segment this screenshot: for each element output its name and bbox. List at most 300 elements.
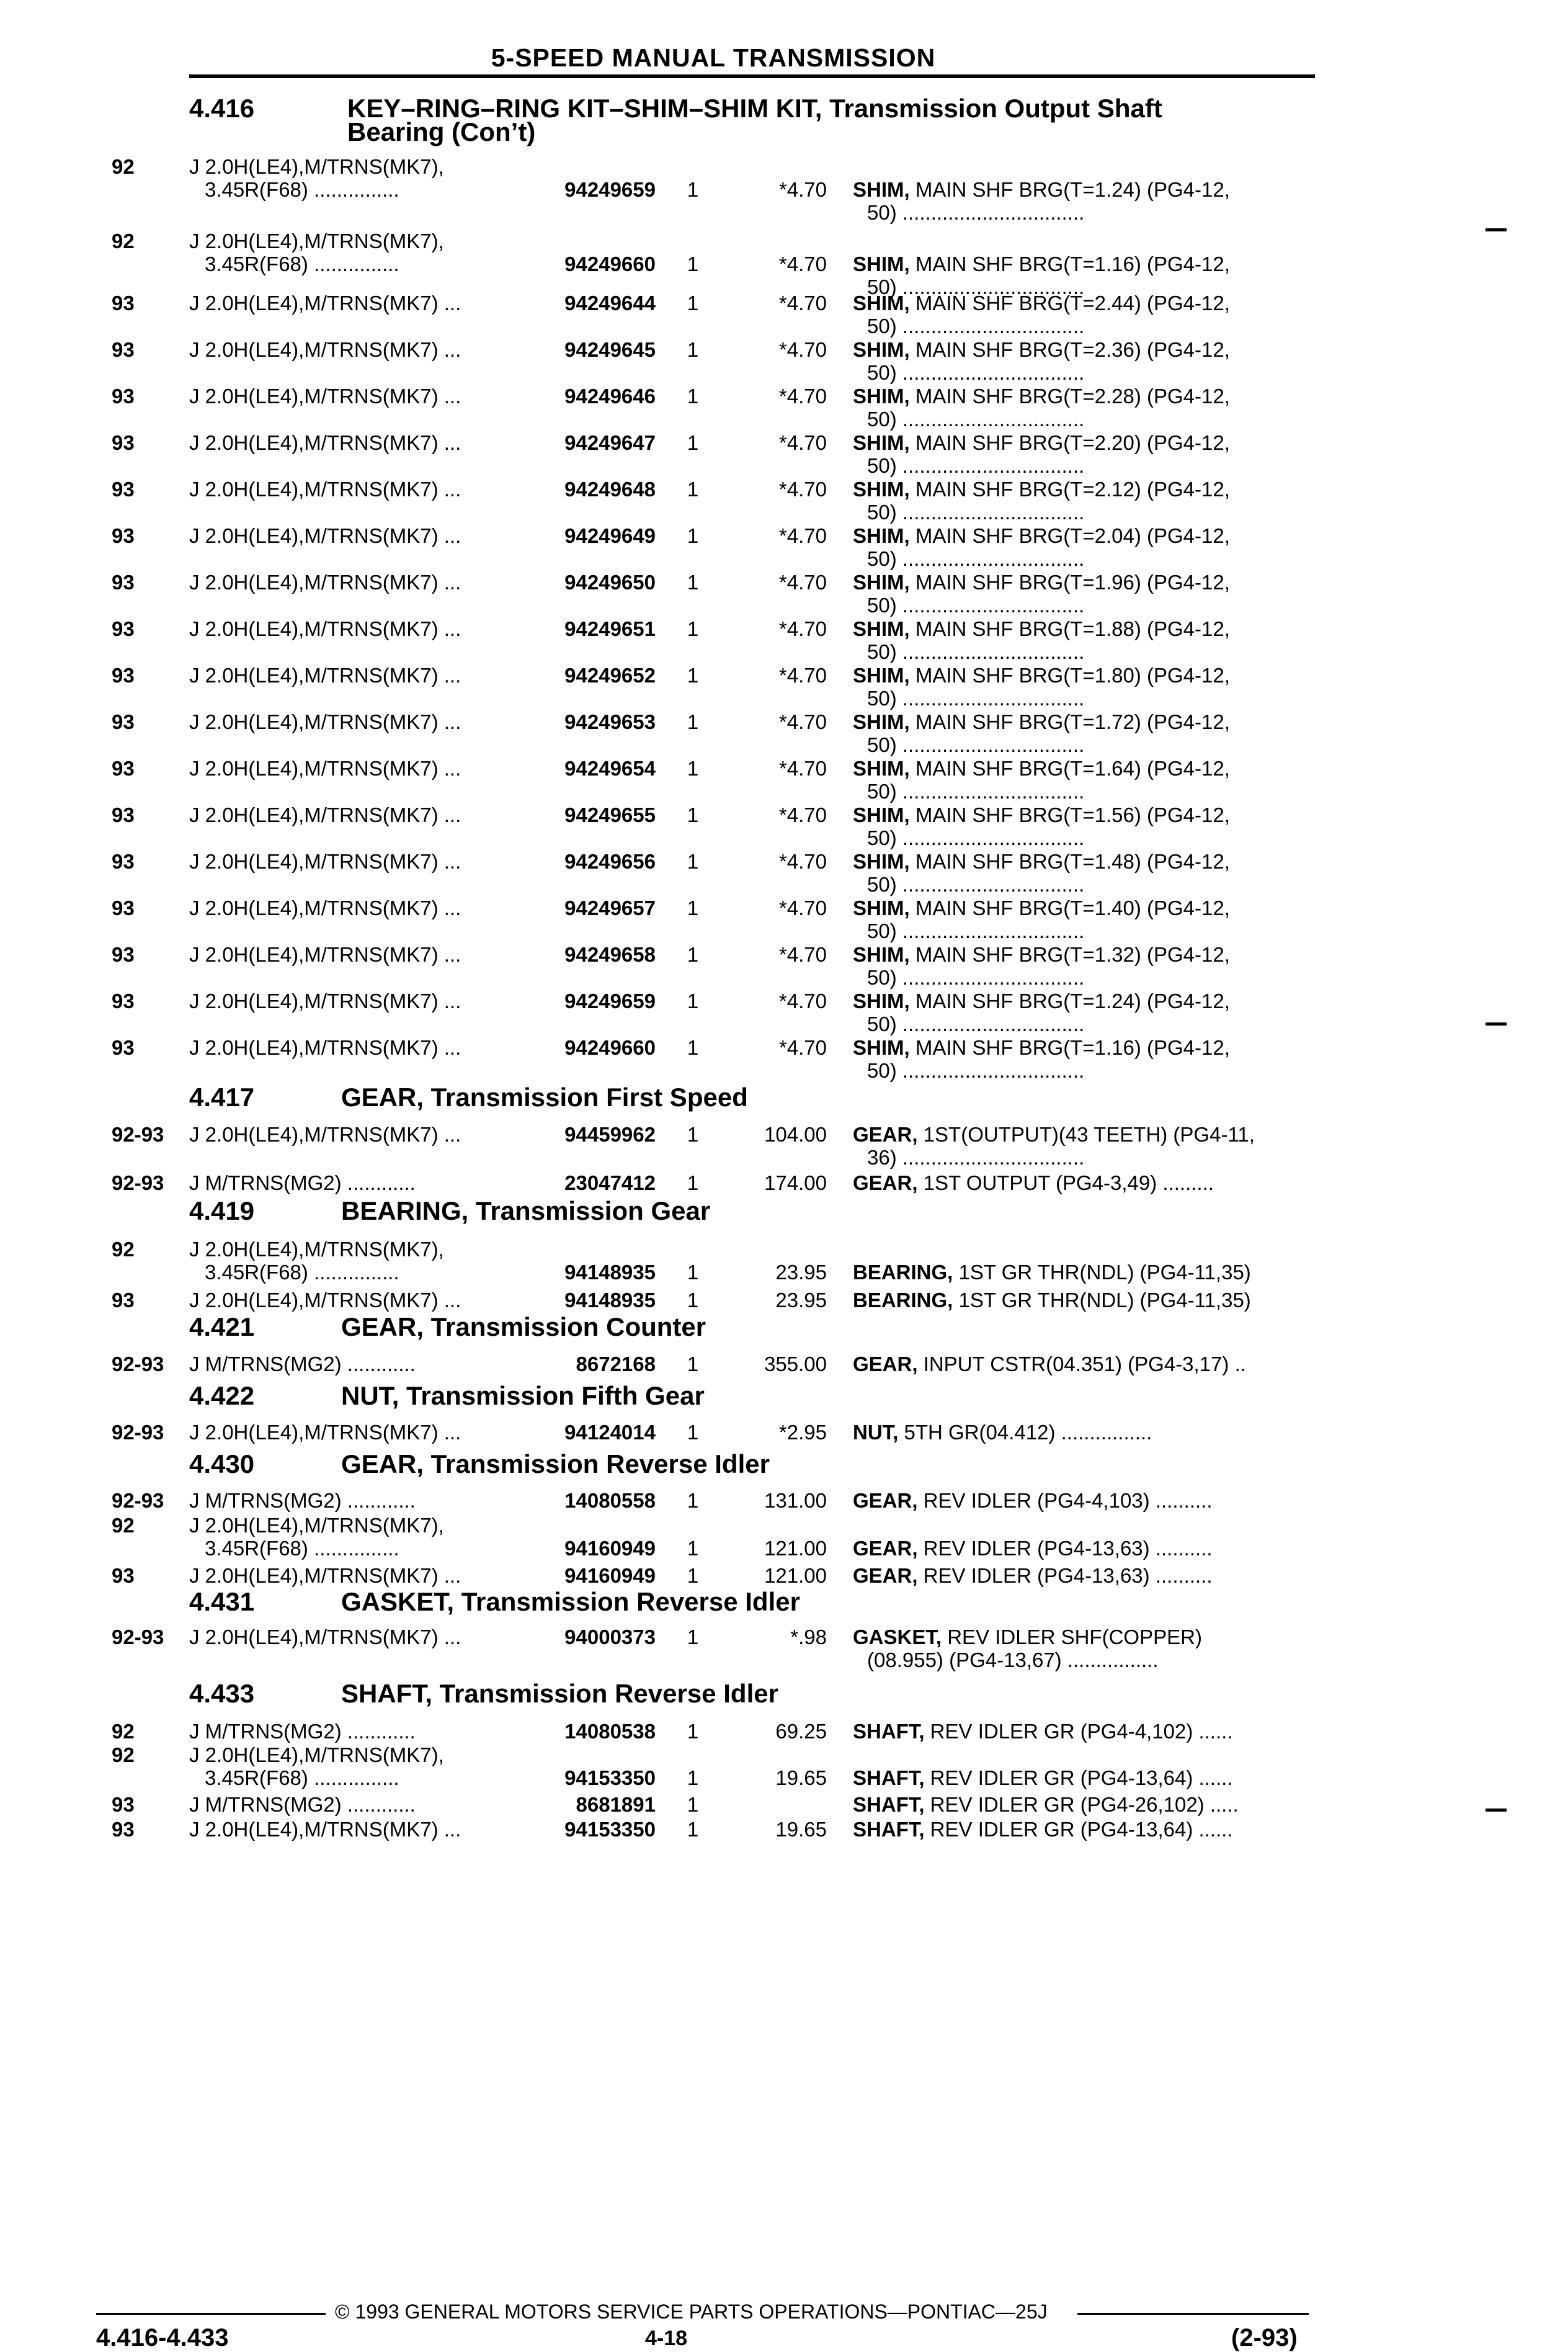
description-text: MAIN SHF BRG(T=1.48) (PG4-12, [909, 850, 1230, 873]
application-line-2: 3.45R(F68) ............... [205, 253, 399, 275]
model-year: 93 [112, 1818, 135, 1841]
model-year: 93 [112, 292, 135, 315]
price: 23.95 [775, 1289, 827, 1312]
section-name: SHAFT, Transmission Reverse Idler [341, 1679, 778, 1708]
description-text: MAIN SHF BRG(T=1.80) (PG4-12, [909, 664, 1230, 687]
model-year: 93 [112, 757, 135, 780]
description-keyword: SHIM, [853, 617, 910, 640]
application: J 2.0H(LE4),M/TRNS(MK7) ... [189, 990, 461, 1013]
application-line-1: J 2.0H(LE4),M/TRNS(MK7), [189, 1743, 444, 1766]
section-name: GEAR, Transmission First Speed [341, 1083, 748, 1112]
description-text: REV IDLER GR (PG4-13,64) ...... [924, 1818, 1233, 1841]
description-keyword: GEAR, [853, 1564, 918, 1587]
description-continued: 50) ................................ [867, 547, 1085, 570]
footer-rule-left [96, 2313, 326, 2315]
description [853, 338, 1315, 361]
description [853, 850, 1315, 873]
application-line-1: J 2.0H(LE4),M/TRNS(MK7), [189, 1238, 444, 1261]
part-number: 94249646 [564, 385, 656, 408]
description [853, 385, 1315, 408]
price: *4.70 [778, 757, 827, 780]
footer-copyright: © 1993 GENERAL MOTORS SERVICE PARTS OPERATIONS—PONTIAC—25J [335, 2301, 1048, 2323]
description-keyword: GEAR, [853, 1353, 918, 1375]
price: *2.95 [778, 1421, 827, 1444]
application: J 2.0H(LE4),M/TRNS(MK7) ... [189, 1625, 461, 1648]
description [853, 292, 1315, 315]
description-text: REV IDLER GR (PG4-4,102) ...... [924, 1720, 1233, 1743]
quantity: 1 [687, 524, 699, 547]
description [853, 1818, 1315, 1841]
model-year: 92-93 [112, 1123, 164, 1146]
description-continued: 50) ................................ [867, 275, 1085, 298]
quantity: 1 [687, 1261, 699, 1284]
part-number: 94249650 [564, 571, 656, 594]
part-number: 94459962 [564, 1123, 656, 1146]
description [853, 1289, 1315, 1312]
description [853, 1489, 1315, 1512]
application-line-2: 3.45R(F68) ............... [205, 1261, 399, 1284]
application: J 2.0H(LE4),M/TRNS(MK7) ... [189, 943, 461, 966]
quantity: 1 [687, 710, 699, 733]
margin-tick [1486, 228, 1507, 231]
description-keyword: SHAFT, [853, 1793, 925, 1816]
footer-date: (2-93) [1231, 2324, 1298, 2351]
model-year: 93 [112, 1289, 135, 1312]
description-text: MAIN SHF BRG(T=1.96) (PG4-12, [909, 571, 1230, 594]
application: J 2.0H(LE4),M/TRNS(MK7) ... [189, 571, 461, 594]
application: J 2.0H(LE4),M/TRNS(MK7) ... [189, 803, 461, 826]
application: J 2.0H(LE4),M/TRNS(MK7) ... [189, 478, 461, 501]
description-keyword: SHIM, [853, 710, 910, 733]
quantity: 1 [687, 385, 699, 408]
price: *4.70 [778, 385, 827, 408]
application: J 2.0H(LE4),M/TRNS(MK7) ... [189, 1036, 461, 1059]
description-keyword: SHIM, [853, 385, 910, 408]
description-text: REV IDLER (PG4-13,63) .......... [917, 1564, 1213, 1587]
description-keyword: SHIM, [853, 897, 910, 919]
price: *4.70 [778, 664, 827, 687]
price: 19.65 [775, 1818, 827, 1841]
part-number: 14080538 [564, 1720, 656, 1743]
section-number: 4.430 [189, 1449, 255, 1478]
description-keyword: GEAR, [853, 1123, 918, 1146]
description [853, 1793, 1315, 1816]
quantity: 1 [687, 943, 699, 966]
section-name: NUT, Transmission Fifth Gear [341, 1381, 705, 1410]
quantity: 1 [687, 478, 699, 501]
quantity: 1 [687, 338, 699, 361]
description-text: 1ST GR THR(NDL) (PG4-11,35) [953, 1289, 1251, 1312]
model-year: 93 [112, 571, 135, 594]
description-keyword: SHIM, [853, 292, 910, 315]
description-keyword: SHIM, [853, 1036, 910, 1059]
description-continued: 50) ................................ [867, 1059, 1085, 1082]
description [853, 943, 1315, 966]
description-text: MAIN SHF BRG(T=2.28) (PG4-12, [909, 385, 1230, 408]
model-year: 92-93 [112, 1489, 164, 1512]
model-year: 92-93 [112, 1421, 164, 1444]
part-number: 94249654 [564, 757, 656, 780]
description-continued: 50) ................................ [867, 408, 1085, 431]
description [853, 1123, 1315, 1146]
description [853, 1353, 1315, 1375]
price: *4.70 [778, 1036, 827, 1059]
description-text: 1ST OUTPUT (PG4-3,49) ......... [917, 1171, 1214, 1194]
quantity: 1 [687, 1171, 699, 1194]
model-year: 93 [112, 664, 135, 687]
price: *4.70 [778, 990, 827, 1013]
quantity: 1 [687, 1421, 699, 1444]
price: 121.00 [764, 1564, 827, 1587]
price: 355.00 [764, 1353, 827, 1375]
description [853, 253, 1315, 275]
description [853, 1171, 1315, 1194]
description [853, 757, 1315, 780]
part-number: 94249659 [564, 178, 656, 201]
price: *4.70 [778, 478, 827, 501]
description-keyword: SHIM, [853, 803, 910, 826]
footer-rule-right [1077, 2313, 1309, 2315]
section-number: 4.431 [189, 1587, 255, 1616]
model-year: 92 [112, 1514, 135, 1537]
section-name: KEY–RING–RING KIT–SHIM–SHIM KIT, Transmission Output Shaft [347, 94, 1162, 123]
part-number: 94249660 [564, 1036, 656, 1059]
description-keyword: SHAFT, [853, 1720, 925, 1743]
application: J M/TRNS(MG2) ............ [189, 1720, 416, 1743]
quantity: 1 [687, 1537, 699, 1560]
model-year: 92 [112, 1238, 135, 1261]
description-text: MAIN SHF BRG(T=1.24) (PG4-12, [909, 990, 1230, 1013]
description-keyword: SHIM, [853, 943, 910, 966]
section-number: 4.416 [189, 94, 255, 123]
application: J M/TRNS(MG2) ............ [189, 1793, 416, 1816]
price: 23.95 [775, 1261, 827, 1284]
description-continued: 36) ................................ [867, 1146, 1085, 1169]
application-line-1: J 2.0H(LE4),M/TRNS(MK7), [189, 155, 444, 178]
price: 69.25 [775, 1720, 827, 1743]
model-year: 93 [112, 385, 135, 408]
description-keyword: SHAFT, [853, 1766, 925, 1789]
description [853, 1720, 1315, 1743]
application-line-2: 3.45R(F68) ............... [205, 178, 399, 201]
description-continued: 50) ................................ [867, 733, 1085, 756]
application: J M/TRNS(MG2) ............ [189, 1171, 416, 1194]
price: *4.70 [778, 292, 827, 315]
description-text: REV IDLER SHF(COPPER) [942, 1625, 1202, 1648]
description-text: MAIN SHF BRG(T=2.36) (PG4-12, [909, 338, 1230, 361]
quantity: 1 [687, 1489, 699, 1512]
application: J 2.0H(LE4),M/TRNS(MK7) ... [189, 1421, 461, 1444]
quantity: 1 [687, 571, 699, 594]
description [853, 664, 1315, 687]
description-continued: 50) ................................ [867, 1013, 1085, 1035]
description-text: MAIN SHF BRG(T=1.72) (PG4-12, [909, 710, 1230, 733]
description-text: REV IDLER (PG4-4,103) .......... [917, 1489, 1213, 1512]
quantity: 1 [687, 1289, 699, 1312]
part-number: 94249655 [564, 803, 656, 826]
part-number: 8672168 [576, 1353, 656, 1375]
part-number: 94000373 [564, 1625, 656, 1648]
model-year: 92-93 [112, 1353, 164, 1375]
model-year: 93 [112, 1564, 135, 1587]
title-rule [189, 74, 1315, 78]
application: J 2.0H(LE4),M/TRNS(MK7) ... [189, 617, 461, 640]
description-continued: 50) ................................ [867, 966, 1085, 989]
quantity: 1 [687, 1353, 699, 1375]
part-number: 23047412 [564, 1171, 656, 1194]
price: *4.70 [778, 178, 827, 201]
part-number: 94249644 [564, 292, 656, 315]
model-year: 93 [112, 338, 135, 361]
application: J 2.0H(LE4),M/TRNS(MK7) ... [189, 664, 461, 687]
application: J 2.0H(LE4),M/TRNS(MK7) ... [189, 385, 461, 408]
quantity: 1 [687, 253, 699, 275]
model-year: 93 [112, 990, 135, 1013]
section-name: GEAR, Transmission Reverse Idler [341, 1449, 770, 1478]
section-number: 4.422 [189, 1381, 255, 1410]
quantity: 1 [687, 897, 699, 919]
application: J M/TRNS(MG2) ............ [189, 1353, 416, 1375]
quantity: 1 [687, 1766, 699, 1789]
description-text: MAIN SHF BRG(T=1.16) (PG4-12, [909, 253, 1230, 275]
model-year: 92 [112, 155, 135, 178]
description [853, 1421, 1315, 1444]
description-text: MAIN SHF BRG(T=1.56) (PG4-12, [909, 803, 1230, 826]
description-text: MAIN SHF BRG(T=2.04) (PG4-12, [909, 524, 1230, 547]
application: J 2.0H(LE4),M/TRNS(MK7) ... [189, 757, 461, 780]
part-number: 94249660 [564, 253, 656, 275]
description [853, 1625, 1315, 1648]
description-keyword: SHIM, [853, 664, 910, 687]
description [853, 431, 1315, 454]
quantity: 1 [687, 1564, 699, 1587]
description-continued: 50) ................................ [867, 826, 1085, 849]
part-number: 94249645 [564, 338, 656, 361]
quantity: 1 [687, 1123, 699, 1146]
page-title: 5-SPEED MANUAL TRANSMISSION [491, 43, 936, 72]
description [853, 1261, 1315, 1284]
description-text: MAIN SHF BRG(T=1.40) (PG4-12, [909, 897, 1230, 919]
application: J 2.0H(LE4),M/TRNS(MK7) ... [189, 710, 461, 733]
description-text: 1ST GR THR(NDL) (PG4-11,35) [953, 1261, 1251, 1284]
description-text: REV IDLER GR (PG4-26,102) ..... [924, 1793, 1239, 1816]
model-year: 93 [112, 1036, 135, 1059]
application-line-1: J 2.0H(LE4),M/TRNS(MK7), [189, 230, 444, 253]
price: *.98 [790, 1625, 827, 1648]
description [853, 178, 1315, 201]
description-keyword: SHIM, [853, 990, 910, 1013]
part-number: 94249659 [564, 990, 656, 1013]
description-keyword: GEAR, [853, 1489, 918, 1512]
description [853, 897, 1315, 919]
quantity: 1 [687, 1818, 699, 1841]
section-name: BEARING, Transmission Gear [341, 1196, 711, 1225]
description-text: MAIN SHF BRG(T=1.88) (PG4-12, [909, 617, 1230, 640]
part-number: 94249656 [564, 850, 656, 873]
description-continued: 50) ................................ [867, 873, 1085, 896]
description-text: MAIN SHF BRG(T=2.44) (PG4-12, [909, 292, 1230, 315]
part-number: 94160949 [564, 1537, 656, 1560]
description [853, 617, 1315, 640]
quantity: 1 [687, 431, 699, 454]
description-continued: 50) ................................ [867, 201, 1085, 224]
description-text: 5TH GR(04.412) ................ [898, 1421, 1152, 1444]
description-keyword: NUT, [853, 1421, 899, 1444]
application: J M/TRNS(MG2) ............ [189, 1489, 416, 1512]
description [853, 710, 1315, 733]
model-year: 92-93 [112, 1171, 164, 1194]
description-text: MAIN SHF BRG(T=2.12) (PG4-12, [909, 478, 1230, 501]
description-keyword: SHIM, [853, 524, 910, 547]
application: J 2.0H(LE4),M/TRNS(MK7) ... [189, 1564, 461, 1587]
price: 104.00 [764, 1123, 827, 1146]
price: *4.70 [778, 803, 827, 826]
part-number: 94249647 [564, 431, 656, 454]
margin-tick [1486, 1022, 1507, 1026]
application-line-2: 3.45R(F68) ............... [205, 1537, 399, 1560]
section-number: 4.417 [189, 1083, 255, 1112]
description-text: MAIN SHF BRG(T=1.32) (PG4-12, [909, 943, 1230, 966]
description-keyword: SHIM, [853, 850, 910, 873]
description [853, 1766, 1315, 1789]
description-continued: 50) ................................ [867, 780, 1085, 803]
model-year: 93 [112, 803, 135, 826]
quantity: 1 [687, 664, 699, 687]
quantity: 1 [687, 803, 699, 826]
description-continued: 50) ................................ [867, 454, 1085, 477]
price: 19.65 [775, 1766, 827, 1789]
quantity: 1 [687, 990, 699, 1013]
description-text: MAIN SHF BRG(T=1.16) (PG4-12, [909, 1036, 1230, 1059]
section-number: 4.419 [189, 1196, 255, 1225]
model-year: 93 [112, 710, 135, 733]
description [853, 1564, 1315, 1587]
description [853, 478, 1315, 501]
description [853, 990, 1315, 1013]
model-year: 93 [112, 431, 135, 454]
quantity: 1 [687, 850, 699, 873]
price: *4.70 [778, 617, 827, 640]
description-text: MAIN SHF BRG(T=1.64) (PG4-12, [909, 757, 1230, 780]
model-year: 93 [112, 850, 135, 873]
price: *4.70 [778, 571, 827, 594]
description-continued: 50) ................................ [867, 919, 1085, 942]
price: *4.70 [778, 524, 827, 547]
application-line-2: 3.45R(F68) ............... [205, 1766, 399, 1789]
description-keyword: SHIM, [853, 338, 910, 361]
description-keyword: SHIM, [853, 571, 910, 594]
model-year: 93 [112, 897, 135, 919]
section-name: GEAR, Transmission Counter [341, 1312, 706, 1341]
price: 174.00 [764, 1171, 827, 1194]
part-number: 94148935 [564, 1261, 656, 1284]
price: *4.70 [778, 338, 827, 361]
section-name: GASKET, Transmission Reverse Idler [341, 1587, 800, 1616]
application: J 2.0H(LE4),M/TRNS(MK7) ... [189, 338, 461, 361]
footer-page-number: 4-18 [645, 2327, 688, 2350]
footer-range: 4.416-4.433 [96, 2324, 229, 2351]
part-number: 94249649 [564, 524, 656, 547]
description-continued: 50) ................................ [867, 315, 1085, 338]
application: J 2.0H(LE4),M/TRNS(MK7) ... [189, 1289, 461, 1312]
description-keyword: SHAFT, [853, 1818, 925, 1841]
price: *4.70 [778, 897, 827, 919]
part-number: 94124014 [564, 1421, 656, 1444]
model-year: 92-93 [112, 1625, 164, 1648]
description-continued: 50) ................................ [867, 640, 1085, 663]
quantity: 1 [687, 1036, 699, 1059]
price: 131.00 [764, 1489, 827, 1512]
section-name-continued: Bearing (Con’t) [347, 117, 536, 146]
description-keyword: SHIM, [853, 757, 910, 780]
application: J 2.0H(LE4),M/TRNS(MK7) ... [189, 524, 461, 547]
application: J 2.0H(LE4),M/TRNS(MK7) ... [189, 292, 461, 315]
description [853, 524, 1315, 547]
description-text: REV IDLER GR (PG4-13,64) ...... [924, 1766, 1233, 1789]
description [853, 1036, 1315, 1059]
part-number: 94160949 [564, 1564, 656, 1587]
model-year: 93 [112, 943, 135, 966]
description-keyword: SHIM, [853, 253, 910, 275]
description-keyword: GEAR, [853, 1537, 918, 1560]
description-continued: 50) ................................ [867, 501, 1085, 524]
description-continued: 50) ................................ [867, 594, 1085, 617]
application: J 2.0H(LE4),M/TRNS(MK7) ... [189, 897, 461, 919]
description-text: REV IDLER (PG4-13,63) .......... [917, 1537, 1213, 1560]
quantity: 1 [687, 1720, 699, 1743]
part-number: 94249658 [564, 943, 656, 966]
description [853, 571, 1315, 594]
part-number: 94249648 [564, 478, 656, 501]
description-keyword: GEAR, [853, 1171, 918, 1194]
description-keyword: SHIM, [853, 431, 910, 454]
description-text: 1ST(OUTPUT)(43 TEETH) (PG4-11, [917, 1123, 1255, 1146]
part-number: 94249652 [564, 664, 656, 687]
description-keyword: GASKET, [853, 1625, 942, 1648]
description-text: MAIN SHF BRG(T=1.24) (PG4-12, [909, 178, 1230, 201]
description [853, 803, 1315, 826]
price: 121.00 [764, 1537, 827, 1560]
description-continued: 50) ................................ [867, 361, 1085, 384]
model-year: 92 [112, 1743, 135, 1766]
quantity: 1 [687, 178, 699, 201]
application: J 2.0H(LE4),M/TRNS(MK7) ... [189, 1818, 461, 1841]
description-keyword: SHIM, [853, 478, 910, 501]
model-year: 93 [112, 617, 135, 640]
quantity: 1 [687, 757, 699, 780]
part-number: 8681891 [576, 1793, 656, 1816]
part-number: 94249651 [564, 617, 656, 640]
quantity: 1 [687, 617, 699, 640]
section-number: 4.421 [189, 1312, 255, 1341]
margin-tick [1486, 1809, 1507, 1812]
model-year: 93 [112, 524, 135, 547]
section-number: 4.433 [189, 1679, 255, 1708]
price: *4.70 [778, 710, 827, 733]
price: *4.70 [778, 850, 827, 873]
part-number: 94153350 [564, 1766, 656, 1789]
application: J 2.0H(LE4),M/TRNS(MK7) ... [189, 431, 461, 454]
quantity: 1 [687, 1625, 699, 1648]
application-line-1: J 2.0H(LE4),M/TRNS(MK7), [189, 1514, 444, 1537]
model-year: 92 [112, 230, 135, 253]
model-year: 93 [112, 478, 135, 501]
description-keyword: SHIM, [853, 178, 910, 201]
description-continued: (08.955) (PG4-13,67) ................ [867, 1648, 1159, 1671]
quantity: 1 [687, 292, 699, 315]
description-keyword: BEARING, [853, 1261, 953, 1284]
quantity: 1 [687, 1793, 699, 1816]
